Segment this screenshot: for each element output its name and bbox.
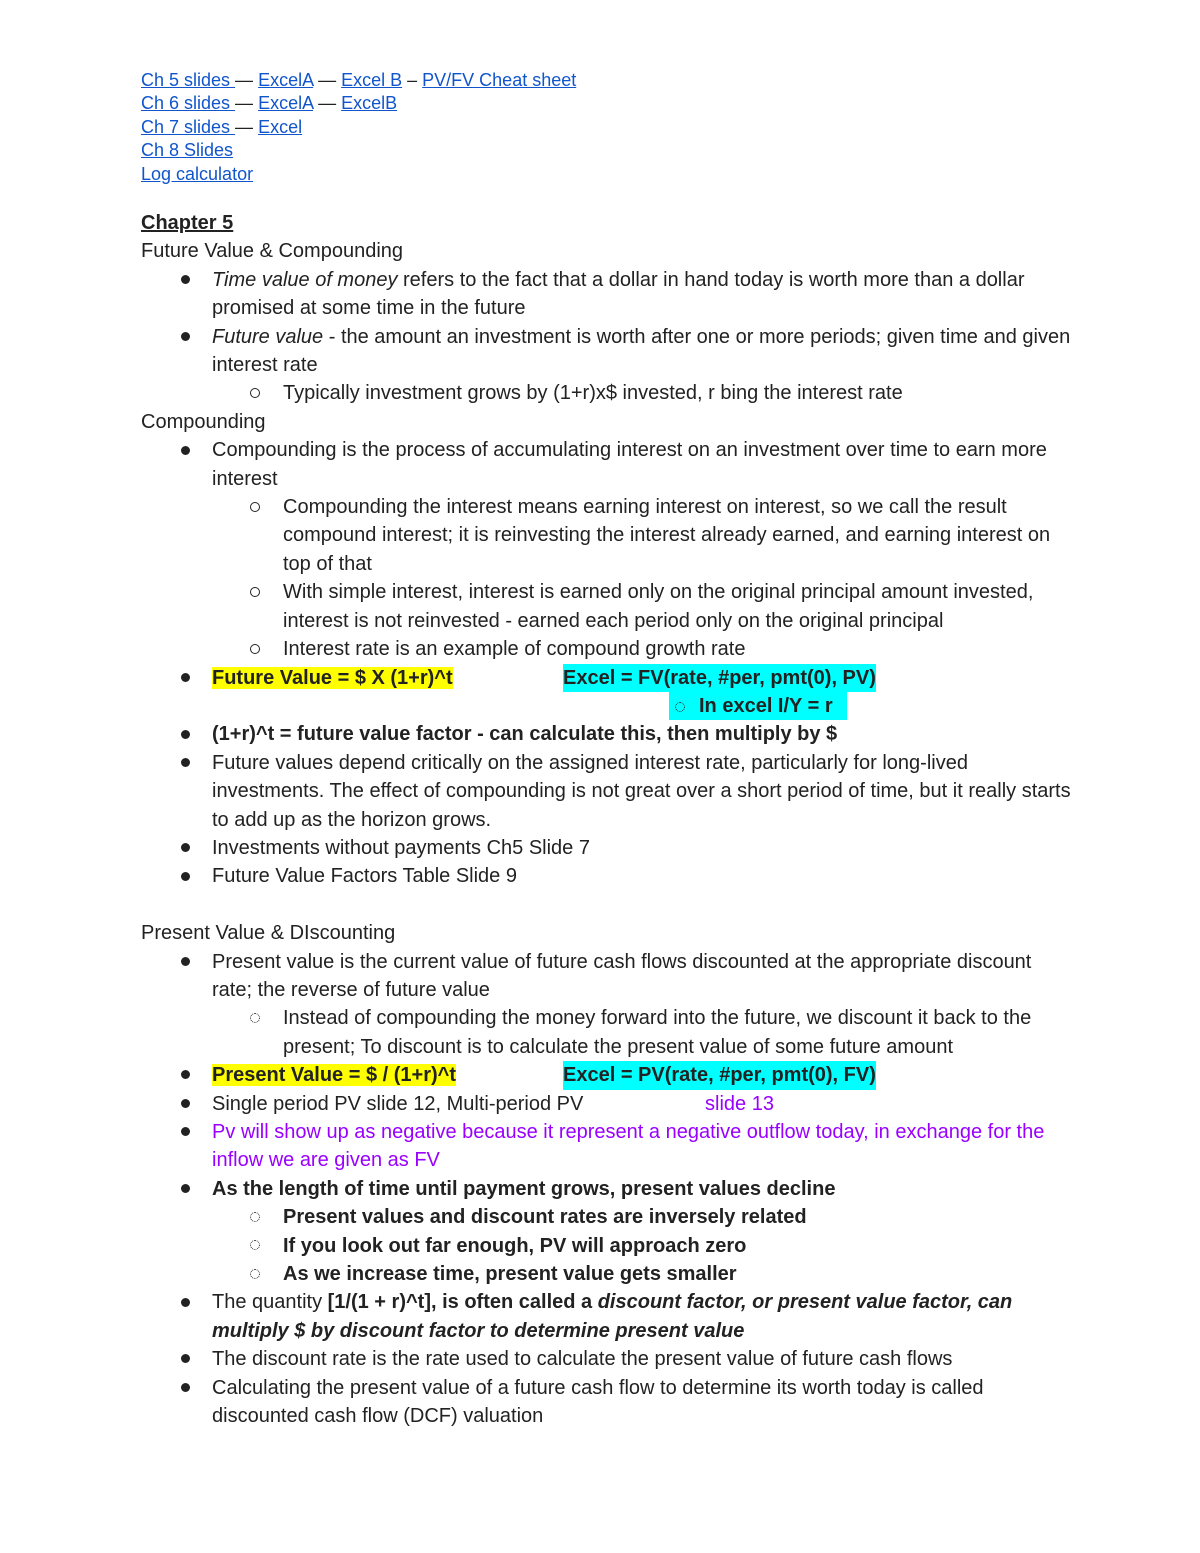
section-heading-future-value: Future Value & Compounding: [141, 240, 404, 263]
list-item: [141, 834, 1071, 862]
list-item-text: Present values and discount rates are inversely related: [283, 1206, 807, 1229]
list-item-text: - the amount an investment is worth after one or more periods; given time and given interest rate: [212, 325, 1071, 377]
list-item-text: Compounding is the process of accumulating interest on an investment over time to earn more interest: [212, 439, 1047, 490]
bullet-icon: [175, 948, 195, 976]
link-row-ch8: [141, 139, 576, 162]
sub-list-item: [141, 1004, 1071, 1061]
link-row-ch6: [141, 92, 576, 115]
excel-fv-formula: Excel = FV(rate, #per, pmt(0), PV): [563, 664, 876, 692]
link-ch5-excel-b[interactable]: Excel B: [341, 70, 403, 90]
link-ch7-excel[interactable]: Excel: [258, 116, 303, 137]
future-value-list: [141, 266, 1071, 408]
list-item-text: In excel I/Y = r: [699, 694, 833, 717]
list-item: [141, 1374, 1071, 1431]
bullet-icon: [175, 749, 195, 777]
link-row-log: [141, 163, 576, 186]
separator: —: [235, 116, 259, 137]
sub-list-item: [141, 379, 1071, 407]
list-item: [141, 1118, 1071, 1175]
list-item: [141, 664, 1071, 692]
list-item-text: Single period PV slide 12, Multi-period PV: [212, 1092, 584, 1115]
list-item-text: Typically investment grows by (1+r)x$ invested, r bing the interest rate: [283, 382, 903, 405]
list-item-text: If you look out far enough, PV will approach zero: [283, 1234, 747, 1257]
bullet-icon: [175, 1374, 195, 1402]
bullet-icon: [175, 1175, 195, 1203]
link-ch6-excel-b[interactable]: ExcelB: [341, 93, 398, 114]
slide-13-note: slide 13: [705, 1092, 774, 1115]
list-item: [141, 948, 1071, 1005]
bullet-icon: [175, 834, 195, 862]
bullet-icon: [175, 1061, 195, 1089]
link-log-calculator[interactable]: Log calculator: [141, 163, 254, 184]
list-item: [141, 1175, 1071, 1203]
link-ch7-slides[interactable]: Ch 7 slides: [141, 116, 236, 137]
list-item-text: As the length of time until payment grows, present values decline: [212, 1177, 836, 1200]
hollow-bullet-icon: [245, 578, 265, 606]
dotted-bullet-icon: [245, 1260, 265, 1288]
list-item-text: Investments without payments Ch5 Slide 7: [212, 836, 590, 859]
list-item: [141, 1288, 1071, 1345]
list-item-text: Future Value Factors Table Slide 9: [212, 865, 517, 888]
separator: —: [313, 70, 342, 90]
list-item-text: As we increase time, present value gets smaller: [283, 1263, 737, 1285]
sub-list-item: [141, 1260, 1071, 1288]
list-item: [141, 1061, 1071, 1089]
bullet-icon: [175, 1118, 195, 1146]
list-item-text: The quantity: [212, 1291, 328, 1314]
dotted-bullet-icon: [245, 1232, 265, 1260]
sub-list-item: [141, 493, 1071, 578]
separator: –: [402, 70, 423, 90]
link-ch6-slides[interactable]: Ch 6 slides: [141, 93, 236, 114]
dotted-bullet-icon: [245, 1203, 265, 1231]
bullet-icon: [175, 720, 195, 748]
sub-list-item: [141, 1203, 1071, 1231]
sub-list-item: [141, 1232, 1071, 1260]
bullet-icon: [175, 664, 195, 692]
hollow-bullet-icon: [245, 379, 265, 407]
future-value-formula: Future Value = $ X (1+r)^t: [212, 666, 453, 689]
separator: —: [313, 93, 342, 114]
blank-line: [141, 891, 1071, 919]
list-item-text: refers to the fact that a dollar in hand today is worth more than a dollar promised at some time in the future: [212, 268, 1025, 320]
dotted-bullet-icon: [245, 1004, 265, 1032]
bullet-icon: [175, 436, 195, 464]
chapter-heading: Chapter 5: [141, 212, 234, 234]
sub-list-item: [141, 578, 1071, 635]
link-row-ch5: [141, 69, 576, 92]
list-item-text: Compounding the interest means earning interest on interest, so we call the result compound interest; it is reinvesting the interest already earned, and earning interest on top of that: [283, 496, 1051, 575]
link-ch5-excel-a[interactable]: ExcelA: [258, 70, 314, 90]
list-item-text: Present value is the current value of future cash flows discounted at the appropriate discount rate; the reverse of future value: [212, 950, 1032, 1001]
bullet-icon: [175, 1345, 195, 1373]
discount-factor-term: discount factor, or present value factor, can multiply $ by discount factor to determine present value: [212, 1291, 1013, 1342]
discount-factor-formula: [1/(1 + r)^t], is often called a: [327, 1291, 598, 1314]
list-item: [141, 862, 1071, 890]
list-item: [141, 692, 1071, 720]
present-value-list: [141, 948, 1071, 1431]
list-item-text: Interest rate is an example of compound growth rate: [283, 638, 746, 661]
list-item: [141, 720, 1071, 748]
link-ch5-slides[interactable]: Ch 5 slides: [141, 70, 236, 90]
list-item-text: Instead of compounding the money forward into the future, we discount it back to the present; To discount is to calculate the present value of some future amount: [283, 1007, 1032, 1058]
link-ch6-excel-a[interactable]: ExcelA: [258, 93, 314, 114]
term-future-value: Future value: [212, 325, 324, 348]
bullet-icon: [175, 1288, 195, 1316]
link-pv-fv-cheat-sheet[interactable]: PV/FV Cheat sheet: [422, 70, 577, 90]
bullet-icon: [175, 1090, 195, 1118]
future-value-factor-note: (1+r)^t = future value factor - can calculate this, then multiply by $: [212, 723, 838, 746]
list-item-text: Future values depend critically on the assigned interest rate, particularly for long-lived investments. The effect of compounding is not great over a short period of time, but it really starts to add up as the horizon grows.: [212, 751, 1071, 831]
sub-list-item: [141, 635, 1071, 663]
bullet-icon: [175, 862, 195, 890]
separator: —: [235, 70, 259, 90]
link-list: [141, 69, 576, 186]
dotted-bullet-icon: [675, 702, 685, 712]
section-heading-present-value: Present Value & DIscounting: [141, 922, 396, 945]
term-time-value-of-money: Time value of money: [212, 268, 398, 291]
separator: —: [235, 93, 259, 114]
list-item: [141, 1345, 1071, 1373]
excel-pv-formula: Excel = PV(rate, #per, pmt(0), FV): [563, 1061, 876, 1089]
list-item: [141, 749, 1071, 834]
excel-iy-note: [669, 692, 847, 720]
list-item-text: The discount rate is the rate used to calculate the present value of future cash flows: [212, 1348, 953, 1371]
list-item: [141, 323, 1071, 380]
bullet-icon: [175, 323, 195, 351]
hollow-bullet-icon: [245, 493, 265, 521]
list-item-text: With simple interest, interest is earned only on the original principal amount invested, interest is not reinvested - earned each period only on the original principal: [283, 581, 1034, 632]
present-value-formula: Present Value = $ / (1+r)^t: [212, 1064, 457, 1087]
compounding-list: [141, 436, 1071, 890]
list-item-text: Pv will show up as negative because it represent a negative outflow today, in exchange for the inflow we are given as FV: [212, 1120, 1045, 1172]
link-ch8-slides[interactable]: Ch 8 Slides: [141, 140, 234, 161]
link-row-ch7: [141, 116, 576, 139]
list-item-text: Calculating the present value of a future cash flow to determine its worth today is called discounted cash flow (DCF) valuation: [212, 1376, 984, 1428]
section-heading-compounding: Compounding: [141, 410, 266, 433]
list-item: [141, 1090, 1071, 1118]
notes-content: [141, 209, 1071, 1430]
bullet-icon: [175, 266, 195, 294]
list-item: [141, 436, 1071, 493]
list-item: [141, 266, 1071, 323]
hollow-bullet-icon: [245, 635, 265, 663]
